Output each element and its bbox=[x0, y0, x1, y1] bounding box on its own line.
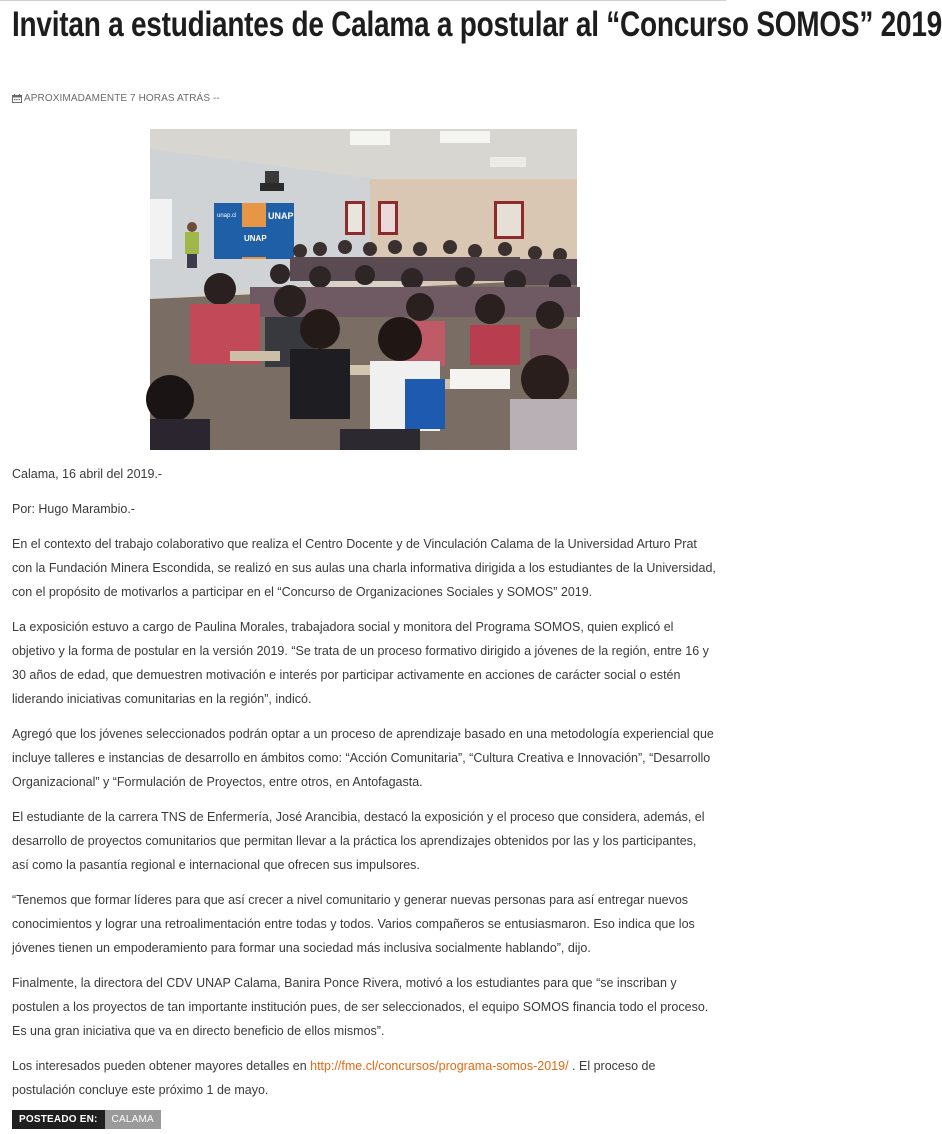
program-link[interactable]: http://fme.cl/concursos/programa-somos-2019/ bbox=[310, 1059, 569, 1073]
article-paragraph: Por: Hugo Marambio.- bbox=[12, 502, 135, 516]
article-paragraph: En el contexto del trabajo colaborativo que realiza el Centro Docente y de Vinculación Calama de la Universidad Arturo Prat con la Fundación Minera Escondida, se realizó en sus aulas una charla informativa dirigida a los estudiantes de la Universidad, con el propósito de motivarlos a participar en el “Concurso de Organizaciones Sociales y SOMOS” 2019. bbox=[12, 537, 716, 599]
calendar-icon bbox=[12, 94, 22, 103]
posted-in-label: POSTEADO EN: bbox=[12, 1110, 105, 1129]
paragraph-text: . El proceso de postulación concluye este próximo 1 de mayo. bbox=[12, 1059, 656, 1097]
category-tag-calama[interactable]: CALAMA bbox=[105, 1110, 161, 1129]
banner-text-3: UNAP bbox=[244, 234, 267, 243]
article-paragraph: Agregó que los jóvenes seleccionados podrán optar a un proceso de aprendizaje basado en una metodología experiencial que incluye talleres e instancias de desarrollo en ámbitos como: “Acción Comunitaria”, “Cultura Creativa e Innovación”, “Desarrollo Organizacional” y “Formulación de Proyectos, entre otros, en Antofagasta. bbox=[12, 727, 714, 789]
article-title: Invitan a estudiantes de Calama a postular al “Concurso SOMOS” 2019 bbox=[12, 5, 942, 44]
article-paragraph: Calama, 16 abril del 2019.- bbox=[12, 467, 163, 481]
paragraph-text: Los interesados pueden obtener mayores detalles en bbox=[12, 1059, 311, 1073]
article-photo bbox=[150, 129, 577, 450]
post-date: APROXIMADAMENTE 7 HORAS ATRÁS -- bbox=[24, 92, 220, 104]
post-meta bbox=[12, 91, 220, 105]
post-tags bbox=[12, 1110, 161, 1129]
article-paragraph: El estudiante de la carrera TNS de Enfermería, José Arancibia, destacó la exposición y el proceso que considera, además, el desarrollo de proyectos comunitarios que permitan llevar a la práctica los aprendizajes obtenidos por las y los participantes, así como la pasantía regional e internacional que ofrecen sus impulsores. bbox=[12, 810, 705, 872]
article-paragraph: La exposición estuvo a cargo de Paulina Morales, trabajadora social y monitora del Programa SOMOS, quien explicó el objetivo y la forma de postular en la versión 2019. “Se trata de un proceso formativo dirigido a jóvenes de la región, entre 16 y 30 años de edad, que demuestren motivación e interés por participar activamente en acciones de carácter social o estén liderando iniciativas comunitarias en la región”, indicó. bbox=[12, 620, 709, 706]
article-paragraph-last bbox=[12, 1054, 716, 1102]
banner-text-2: UNAP bbox=[268, 211, 294, 221]
article-paragraph: Finalmente, la directora del CDV UNAP Calama, Banira Ponce Rivera, motivó a los estudiantes para que “se inscriban y postulen a los proyectos de tan importante institución pues, de ser seleccionados, el equipo SOMOS financia todo el proceso. Es una gran iniciativa que va en directo beneficio de ellos mismos”. bbox=[12, 976, 709, 1038]
article-paragraph: “Tenemos que formar líderes para que así crecer a nivel comunitario y generar nuevas personas para así entregar nuevos conocimientos y lograr una retroalimentación entre todas y todos. Varios compañeros se entusiasmaron. Eso indica que los jóvenes tienen un empoderamiento para formar una sociedad más inclusiva socialmente hablando”, dijo. bbox=[12, 893, 695, 955]
article-body bbox=[12, 462, 716, 1113]
banner-text-1: unap.cl bbox=[217, 213, 237, 219]
